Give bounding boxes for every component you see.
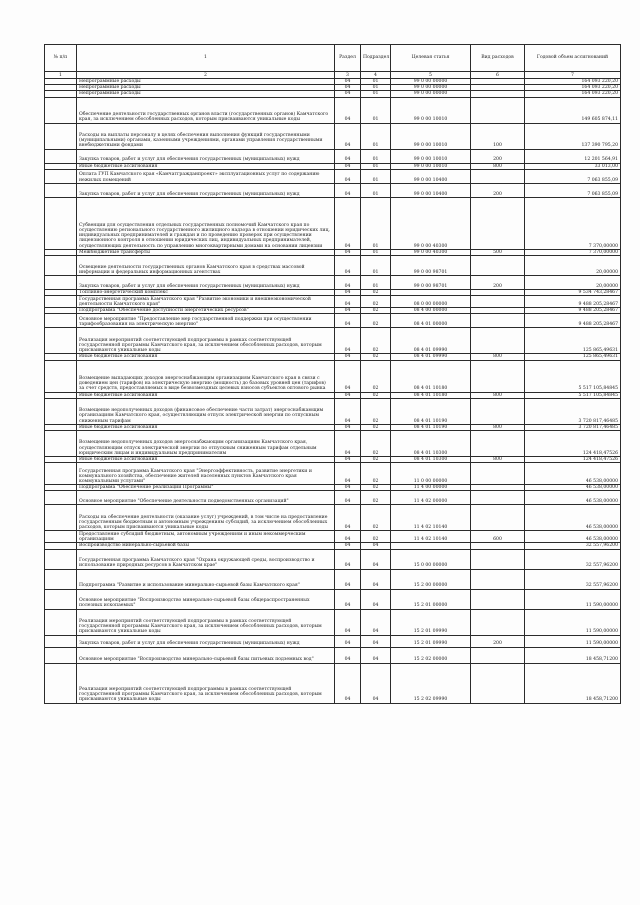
row-vr-cell: 800	[471, 392, 525, 398]
row-csr-cell: 15 2 01 00000	[391, 589, 471, 609]
row-sum-cell: 124 418,47526	[525, 431, 621, 457]
row-razdel-cell: 04	[335, 663, 361, 703]
row-name-cell: Иные бюджетные ассигнования	[77, 457, 335, 463]
column-number: 1	[45, 72, 77, 79]
row-num-cell	[45, 97, 77, 123]
row-podrazdel-cell: 02	[361, 328, 391, 354]
row-vr-cell	[471, 398, 525, 424]
row-csr-cell: 15 0 00 00000	[391, 549, 471, 569]
row-razdel-cell: 04	[335, 85, 361, 91]
row-vr-cell: 800	[471, 354, 525, 360]
row-podrazdel-cell: 02	[361, 457, 391, 463]
row-csr-cell: 15 2 02 09990	[391, 663, 471, 703]
row-razdel-cell: 04	[335, 485, 361, 491]
table-row	[45, 197, 621, 249]
row-razdel-cell: 04	[335, 169, 361, 183]
row-num-cell	[45, 549, 77, 569]
row-razdel-cell: 04	[335, 290, 361, 296]
row-sum-cell: 5 517 105,84845	[525, 392, 621, 398]
row-razdel-cell: 04	[335, 354, 361, 360]
table-row	[45, 531, 621, 543]
header-vr: Вид расходов	[471, 45, 525, 72]
row-razdel-cell: 04	[335, 163, 361, 169]
row-podrazdel-cell: 01	[361, 163, 391, 169]
row-razdel-cell: 04	[335, 276, 361, 290]
row-sum-cell: 5 517 105,84845	[525, 360, 621, 392]
row-vr-cell	[471, 360, 525, 392]
row-razdel-cell: 04	[335, 149, 361, 163]
row-num-cell	[45, 663, 77, 703]
row-csr-cell: 15 2 01 09990	[391, 609, 471, 635]
row-sum-cell: 46 538,00000	[525, 505, 621, 531]
row-name-cell: Основное мероприятие "Воспроизводство минерально-сырьевой базы питьевых подземных вод"	[77, 647, 335, 663]
row-num-cell	[45, 635, 77, 647]
row-csr-cell: 08 0 00 00000	[391, 296, 471, 308]
row-num-cell	[45, 505, 77, 531]
row-sum-cell: 9 488 205,28467	[525, 296, 621, 308]
row-csr-cell: 08 4 01 10300	[391, 457, 471, 463]
row-sum-cell: 46 538,00000	[525, 485, 621, 491]
table-row	[45, 314, 621, 328]
row-vr-cell	[471, 463, 525, 485]
row-vr-cell	[471, 169, 525, 183]
row-razdel-cell: 04	[335, 97, 361, 123]
row-name-cell: Государственная программа Камчатского края "Энергоэффективность, развитие энергетики и коммунального хозяйства, обеспечение жителей населенных пунктов Камчатского края коммунальными услугами"	[77, 463, 335, 485]
row-sum-cell: 3 720 817,46485	[525, 424, 621, 430]
table-row	[45, 647, 621, 663]
row-sum-cell: 33 013,00	[525, 163, 621, 169]
row-csr-cell: 99 0 00 10010	[391, 123, 471, 149]
row-sum-cell: 125 865,49631	[525, 328, 621, 354]
row-sum-cell: 9 488 205,28467	[525, 308, 621, 314]
row-razdel-cell: 04	[335, 543, 361, 549]
row-sum-cell: 11 590,00000	[525, 635, 621, 647]
row-name-cell: Межбюджетные трансферты	[77, 249, 335, 255]
table-row	[45, 505, 621, 531]
row-podrazdel-cell: 01	[361, 169, 391, 183]
row-razdel-cell: 04	[335, 457, 361, 463]
row-num-cell	[45, 256, 77, 276]
row-vr-cell	[471, 491, 525, 505]
row-sum-cell: 125 865,49631	[525, 354, 621, 360]
row-razdel-cell: 04	[335, 398, 361, 424]
row-name-cell: Возмещение недополученных доходов (финансовое обеспечение части затрат) энергоснабжающим организациям Камчатского края, осуществляющим отпуск электрической энергии по отпускным сниженным тарифам	[77, 398, 335, 424]
row-podrazdel-cell: 01	[361, 149, 391, 163]
table-row	[45, 360, 621, 392]
row-podrazdel-cell: 04	[361, 543, 391, 549]
row-sum-cell: 3 720 817,46485	[525, 398, 621, 424]
row-csr-cell: 15 2 02 00000	[391, 647, 471, 663]
row-razdel-cell: 04	[335, 328, 361, 354]
row-csr-cell: 11 4 00 00000	[391, 485, 471, 491]
row-name-cell: Субвенции для осуществления отдельных государственных полномочий Камчатского края по осуществлению регионального государственного жилищного надзора в отношении юридических лиц, индивидуальных предпринимателей и граждан и по проведению проверок при осуществлении лицензионного контроля в отношении юридических лиц, индивидуальных предпринимателей, осуществляющих деятельность по управлению многоквартирными домами на основании лицензии	[77, 197, 335, 249]
row-sum-cell: 32 557,96200	[525, 549, 621, 569]
row-podrazdel-cell: 04	[361, 663, 391, 703]
row-csr-cell: 08 4 01 10180	[391, 360, 471, 392]
column-number: 4	[361, 72, 391, 79]
row-razdel-cell: 04	[335, 424, 361, 430]
table-body	[45, 79, 621, 704]
header-csr: Целевая статья	[391, 45, 471, 72]
table-row	[45, 569, 621, 589]
header-sum: Годовой объем ассигнований	[525, 45, 621, 72]
row-num-cell	[45, 169, 77, 183]
table-row	[45, 276, 621, 290]
row-name-cell: Государственная программа Камчатского края "Развитие экономики и внешнеэкономической деятельности Камчатского края"	[77, 296, 335, 308]
row-name-cell: Расходы на выплаты персоналу в целях обеспечения выполнения функций государственными (муниципальными) органами, казенными учреждениями, органами управления государственными внебюджетными фондами	[77, 123, 335, 149]
row-csr-cell: 11 4 02 10140	[391, 505, 471, 531]
row-vr-cell: 500	[471, 249, 525, 255]
table-row	[45, 183, 621, 197]
row-podrazdel-cell: 02	[361, 431, 391, 457]
row-csr-cell: 15 2 00 00000	[391, 569, 471, 589]
row-razdel-cell: 04	[335, 360, 361, 392]
row-podrazdel-cell: 02	[361, 354, 391, 360]
row-name-cell: Непрограммные расходы	[77, 85, 335, 91]
row-podrazdel-cell: 02	[361, 360, 391, 392]
row-razdel-cell: 04	[335, 79, 361, 85]
table-row	[45, 491, 621, 505]
row-num-cell	[45, 609, 77, 635]
row-razdel-cell: 04	[335, 569, 361, 589]
row-vr-cell: 600	[471, 531, 525, 543]
row-vr-cell	[471, 197, 525, 249]
row-podrazdel-cell: 02	[361, 485, 391, 491]
table-row	[45, 431, 621, 457]
row-razdel-cell: 04	[335, 549, 361, 569]
row-razdel-cell: 04	[335, 392, 361, 398]
column-number: 6	[471, 72, 525, 79]
row-vr-cell	[471, 663, 525, 703]
row-vr-cell: 200	[471, 635, 525, 647]
row-name-cell: Закупка товаров, работ и услуг для обеспечения государственных (муниципальных) нужд	[77, 276, 335, 290]
row-name-cell: Иные бюджетные ассигнования	[77, 424, 335, 430]
row-sum-cell: 124 418,47526	[525, 457, 621, 463]
row-csr-cell: 11 0 00 00000	[391, 463, 471, 485]
row-vr-cell	[471, 609, 525, 635]
row-num-cell	[45, 149, 77, 163]
row-podrazdel-cell: 02	[361, 398, 391, 424]
row-razdel-cell: 04	[335, 197, 361, 249]
row-sum-cell: 20,00000	[525, 256, 621, 276]
row-vr-cell	[471, 505, 525, 531]
row-podrazdel-cell: 02	[361, 308, 391, 314]
row-name-cell: Воспроизводство минерально-сырьевой базы	[77, 543, 335, 549]
row-podrazdel-cell: 01	[361, 91, 391, 97]
row-name-cell: Иные бюджетные ассигнования	[77, 392, 335, 398]
row-vr-cell: 200	[471, 149, 525, 163]
budget-table	[44, 44, 621, 704]
row-sum-cell: 20,00000	[525, 276, 621, 290]
row-num-cell	[45, 647, 77, 663]
row-vr-cell	[471, 314, 525, 328]
row-podrazdel-cell: 01	[361, 197, 391, 249]
row-sum-cell: 18 458,71200	[525, 663, 621, 703]
column-number: 2	[77, 72, 335, 79]
row-num-cell	[45, 314, 77, 328]
row-csr-cell: 99 0 00 00000	[391, 91, 471, 97]
row-csr-cell: 08 4 01 10180	[391, 392, 471, 398]
row-sum-cell: 7 370,00000	[525, 249, 621, 255]
row-num-cell	[45, 328, 77, 354]
row-num-cell	[45, 491, 77, 505]
row-vr-cell	[471, 647, 525, 663]
row-csr-cell: 08 4 01 00000	[391, 314, 471, 328]
row-csr-cell: 08 4 01 10300	[391, 431, 471, 457]
row-vr-cell	[471, 256, 525, 276]
row-num-cell	[45, 463, 77, 485]
table-row	[45, 635, 621, 647]
row-sum-cell: 7 063 855,09	[525, 169, 621, 183]
row-vr-cell	[471, 97, 525, 123]
row-podrazdel-cell: 04	[361, 549, 391, 569]
row-name-cell: Подпрограмма "Обеспечение доступности энергетических ресурсов"	[77, 308, 335, 314]
row-name-cell: Расходы на обеспечение деятельности (оказание услуг) учреждений, в том числе на предоставление государственным бюджетным и автономным учреждениям субсидий, за исключением обособленных расходов, которым присваиваются уникальные коды	[77, 505, 335, 531]
row-name-cell: Подпрограмма "Обеспечение реализации Программы"	[77, 485, 335, 491]
table-row	[45, 256, 621, 276]
row-name-cell: Закупка товаров, работ и услуг для обеспечения государственных (муниципальных) нужд	[77, 635, 335, 647]
header-name: 1	[77, 45, 335, 72]
row-name-cell: Подпрограмма "Развитие и использование минерально-сырьевой базы Камчатского края"	[77, 569, 335, 589]
row-podrazdel-cell: 02	[361, 296, 391, 308]
row-csr-cell: 11 4 02 10140	[391, 531, 471, 543]
row-podrazdel-cell: 01	[361, 85, 391, 91]
table-row	[45, 123, 621, 149]
row-name-cell: Реализация мероприятий соответствующей подпрограммы в рамках соответствующей государственной программы Камчатского края, за исключением обособленных расходов, которым присваиваются уникальные коды	[77, 328, 335, 354]
row-podrazdel-cell: 04	[361, 609, 391, 635]
row-num-cell	[45, 183, 77, 197]
row-podrazdel-cell: 01	[361, 183, 391, 197]
row-vr-cell	[471, 296, 525, 308]
table-row	[45, 549, 621, 569]
row-podrazdel-cell: 02	[361, 290, 391, 296]
row-name-cell: Реализация мероприятий соответствующей подпрограммы в рамках соответствующей государственной программы Камчатского края, за исключением обособленных расходов, которым присваиваются уникальные коды	[77, 663, 335, 703]
row-num-cell	[45, 296, 77, 308]
row-sum-cell: 149 605 874,11	[525, 97, 621, 123]
table-row	[45, 463, 621, 485]
header-row	[45, 45, 621, 72]
row-vr-cell: 800	[471, 163, 525, 169]
row-razdel-cell: 04	[335, 183, 361, 197]
row-csr-cell: 99 0 00 40300	[391, 197, 471, 249]
row-sum-cell: 18 458,71200	[525, 647, 621, 663]
row-sum-cell: 11 590,00000	[525, 609, 621, 635]
row-sum-cell: 7 370,00000	[525, 197, 621, 249]
row-csr-cell: 99 0 00 10010	[391, 163, 471, 169]
row-name-cell: Иные бюджетные ассигнования	[77, 354, 335, 360]
row-razdel-cell: 04	[335, 123, 361, 149]
row-name-cell: Освещение деятельности государственных органов Камчатского края в средствах массовой информации и федеральных информационных агентствах	[77, 256, 335, 276]
row-name-cell: Основное мероприятие "Предоставление мер государственной поддержки при осуществлении тарифообразования на электрическую энергию"	[77, 314, 335, 328]
row-razdel-cell: 04	[335, 308, 361, 314]
row-num-cell	[45, 398, 77, 424]
table-row	[45, 97, 621, 123]
row-podrazdel-cell: 02	[361, 491, 391, 505]
table-row	[45, 296, 621, 308]
row-name-cell: Топливно-энергетический комплекс	[77, 290, 335, 296]
row-sum-cell: 11 590,00000	[525, 589, 621, 609]
row-num-cell	[45, 360, 77, 392]
row-csr-cell: 99 0 00 98701	[391, 256, 471, 276]
table-row	[45, 609, 621, 635]
row-name-cell: Закупка товаров, работ и услуг для обеспечения государственных (муниципальных) нужд	[77, 183, 335, 197]
row-csr-cell: 99 0 00 00000	[391, 85, 471, 91]
row-name-cell: Реализация мероприятий соответствующей подпрограммы в рамках соответствующей государственной программы Камчатского края, за исключением обособленных расходов, которым присваиваются уникальные коды	[77, 609, 335, 635]
row-podrazdel-cell: 04	[361, 569, 391, 589]
row-csr-cell: 08 4 01 09990	[391, 354, 471, 360]
row-podrazdel-cell: 02	[361, 392, 391, 398]
row-sum-cell: 12 201 564,91	[525, 149, 621, 163]
row-num-cell	[45, 197, 77, 249]
row-vr-cell	[471, 328, 525, 354]
row-razdel-cell: 04	[335, 531, 361, 543]
row-csr-cell: 99 0 00 10010	[391, 97, 471, 123]
row-name-cell: Основное мероприятие "Воспроизводство минерально-сырьевой базы общераспространенных полезных ископаемых"	[77, 589, 335, 609]
row-num-cell	[45, 123, 77, 149]
row-razdel-cell: 04	[335, 431, 361, 457]
row-razdel-cell: 04	[335, 589, 361, 609]
row-vr-cell: 200	[471, 276, 525, 290]
column-number: 3	[335, 72, 361, 79]
row-csr-cell: 08 4 01 09990	[391, 328, 471, 354]
header-podrazdel: Подраздел	[361, 45, 391, 72]
row-podrazdel-cell: 02	[361, 314, 391, 328]
row-csr-cell: 08 4 00 00000	[391, 308, 471, 314]
column-number-row	[45, 72, 621, 79]
row-razdel-cell: 04	[335, 463, 361, 485]
row-vr-cell: 200	[471, 183, 525, 197]
row-name-cell: Оплата ГУП Камчатского края «Камчатгражданпроект» эксплуатационных услуг по содержанию нежилых помещений	[77, 169, 335, 183]
row-sum-cell: 164 093 220,20	[525, 85, 621, 91]
row-podrazdel-cell: 01	[361, 123, 391, 149]
row-csr-cell: 08 4 01 10190	[391, 398, 471, 424]
row-sum-cell: 164 093 220,20	[525, 91, 621, 97]
row-name-cell: Иные бюджетные ассигнования	[77, 163, 335, 169]
row-vr-cell: 800	[471, 457, 525, 463]
row-podrazdel-cell: 02	[361, 505, 391, 531]
row-sum-cell: 46 538,00000	[525, 463, 621, 485]
row-num-cell	[45, 589, 77, 609]
row-csr-cell: 99 0 00 10400	[391, 169, 471, 183]
row-num-cell	[45, 569, 77, 589]
row-csr-cell: 99 0 00 10010	[391, 149, 471, 163]
row-podrazdel-cell: 01	[361, 97, 391, 123]
row-razdel-cell: 04	[335, 249, 361, 255]
table-row	[45, 663, 621, 703]
row-vr-cell	[471, 569, 525, 589]
row-razdel-cell: 04	[335, 314, 361, 328]
table-row	[45, 169, 621, 183]
row-name-cell: Государственная программа Камчатского края "Охрана окружающей среды, воспроизводство и использование природных ресурсов в Камчатском крае"	[77, 549, 335, 569]
row-razdel-cell: 04	[335, 647, 361, 663]
row-name-cell: Непрограммные расходы	[77, 91, 335, 97]
row-podrazdel-cell: 02	[361, 463, 391, 485]
row-name-cell: Предоставление субсидий бюджетным, автономным учреждениям и иным некоммерческим организациям	[77, 531, 335, 543]
row-csr-cell: 99 0 00 40300	[391, 249, 471, 255]
row-num-cell	[45, 431, 77, 457]
row-razdel-cell: 04	[335, 91, 361, 97]
header-razdel: Раздел	[335, 45, 361, 72]
row-csr-cell: 08 4 01 10190	[391, 424, 471, 430]
row-vr-cell	[471, 549, 525, 569]
table-row	[45, 149, 621, 163]
row-sum-cell: 9 534 743,28467	[525, 290, 621, 296]
row-podrazdel-cell: 01	[361, 249, 391, 255]
column-number: 7	[525, 72, 621, 79]
row-podrazdel-cell: 01	[361, 276, 391, 290]
row-razdel-cell: 04	[335, 635, 361, 647]
table-row	[45, 398, 621, 424]
row-csr-cell: 15 2 01 09990	[391, 635, 471, 647]
row-razdel-cell: 04	[335, 491, 361, 505]
row-name-cell: Закупка товаров, работ и услуг для обеспечения государственных (муниципальных) нужд	[77, 149, 335, 163]
row-vr-cell	[471, 589, 525, 609]
row-vr-cell	[471, 431, 525, 457]
row-razdel-cell: 04	[335, 296, 361, 308]
row-csr-cell: 99 0 00 00000	[391, 79, 471, 85]
row-vr-cell: 100	[471, 123, 525, 149]
row-razdel-cell: 04	[335, 609, 361, 635]
row-podrazdel-cell: 01	[361, 79, 391, 85]
row-razdel-cell: 04	[335, 505, 361, 531]
row-sum-cell: 7 063 855,09	[525, 183, 621, 197]
row-num-cell	[45, 276, 77, 290]
row-sum-cell: 46 538,00000	[525, 531, 621, 543]
row-name-cell: Возмещение недополученных доходов энергоснабжающим организациям Камчатского края, осуществляющим отпуск электрической энергии по отпускным сниженным тарифам отдельным юридическим лицам и индивидуальным предпринимателям	[77, 431, 335, 457]
row-csr-cell: 99 0 00 10400	[391, 183, 471, 197]
row-sum-cell: 164 093 220,20	[525, 79, 621, 85]
row-csr-cell: 11 4 02 00000	[391, 491, 471, 505]
row-vr-cell: 800	[471, 424, 525, 430]
table-row	[45, 589, 621, 609]
row-podrazdel-cell: 01	[361, 256, 391, 276]
row-podrazdel-cell: 04	[361, 589, 391, 609]
row-name-cell: Непрограммные расходы	[77, 79, 335, 85]
header-num: № п/п	[45, 45, 77, 72]
row-podrazdel-cell: 02	[361, 531, 391, 543]
row-razdel-cell: 04	[335, 256, 361, 276]
row-sum-cell: 32 557,96200	[525, 543, 621, 549]
row-podrazdel-cell: 04	[361, 647, 391, 663]
row-sum-cell: 32 557,96200	[525, 569, 621, 589]
row-sum-cell: 9 488 205,28467	[525, 314, 621, 328]
table-row	[45, 328, 621, 354]
row-name-cell: Возмещение выпадающих доходов энергоснабжающим организациям Камчатского края в связи с доведением цен (тарифов) на электрическую энергию (мощность) до базовых уровней цен (тарифов) за счет средств, предоставляемых в виде безвозмездных целевых взносов субъектов оптового рынка	[77, 360, 335, 392]
row-name-cell: Обеспечение деятельности государственных органов власти (государственных органов) Камчатского края, за исключением обособленных расходов, которым присваиваются уникальные коды	[77, 97, 335, 123]
row-podrazdel-cell: 02	[361, 424, 391, 430]
row-sum-cell: 137 390 795,20	[525, 123, 621, 149]
row-csr-cell: 99 0 00 98701	[391, 276, 471, 290]
row-num-cell	[45, 531, 77, 543]
column-number: 5	[391, 72, 471, 79]
row-sum-cell: 46 538,00000	[525, 491, 621, 505]
row-name-cell: Основное мероприятие "Обеспечение деятельности подведомственных организаций"	[77, 491, 335, 505]
row-podrazdel-cell: 04	[361, 635, 391, 647]
